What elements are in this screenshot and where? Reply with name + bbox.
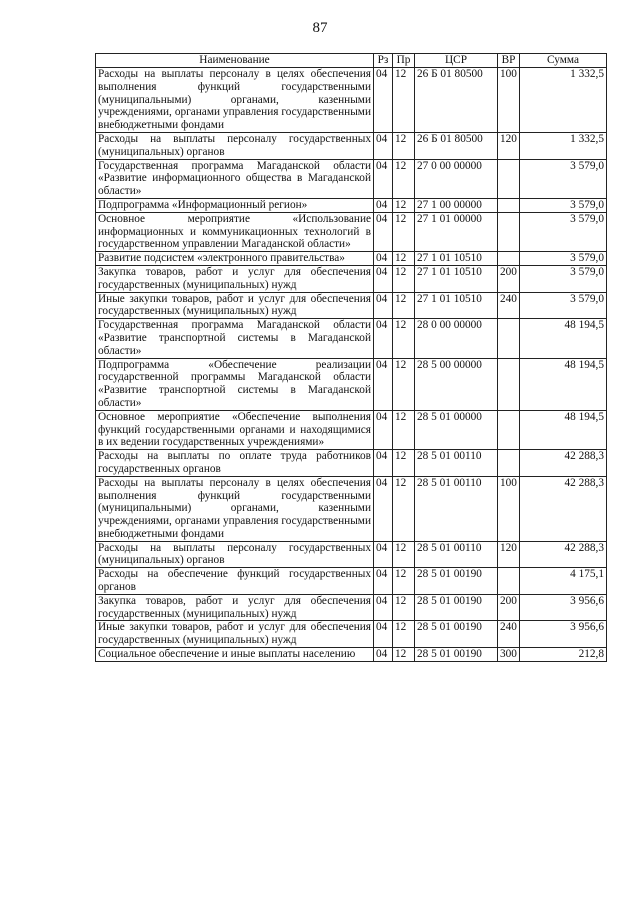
cell-sum: 42 288,3 xyxy=(520,450,607,477)
cell-pr: 12 xyxy=(393,292,415,319)
cell-vr xyxy=(498,358,520,410)
cell-vr xyxy=(498,198,520,212)
cell-pr: 12 xyxy=(393,648,415,662)
cell-sum: 48 194,5 xyxy=(520,358,607,410)
page-number: 87 xyxy=(312,20,328,36)
cell-name: Закупка товаров, работ и услуг для обеспечения государственных (муниципальных) нужд xyxy=(96,265,374,292)
budget-table xyxy=(95,53,607,662)
cell-sum: 3 579,0 xyxy=(520,292,607,319)
table-row xyxy=(96,568,607,595)
table-row xyxy=(96,159,607,198)
cell-name: Расходы на выплаты персоналу государственных (муниципальных) органов xyxy=(96,541,374,568)
table-header-row xyxy=(96,54,607,68)
cell-rz: 04 xyxy=(374,410,393,449)
cell-vr: 300 xyxy=(498,648,520,662)
table-row xyxy=(96,476,607,541)
cell-name: Государственная программа Магаданской области «Развитие транспортной системы в Магаданской области» xyxy=(96,319,374,358)
header-name: Наименование xyxy=(96,54,374,68)
cell-rz: 04 xyxy=(374,450,393,477)
cell-name: Расходы на обеспечение функций государственных органов xyxy=(96,568,374,595)
cell-pr: 12 xyxy=(393,265,415,292)
cell-sum: 1 332,5 xyxy=(520,132,607,159)
cell-rz: 04 xyxy=(374,198,393,212)
cell-csr: 28 5 01 00000 xyxy=(415,410,498,449)
cell-pr: 12 xyxy=(393,410,415,449)
cell-pr: 12 xyxy=(393,568,415,595)
cell-vr xyxy=(498,252,520,266)
cell-vr: 200 xyxy=(498,594,520,621)
cell-csr: 28 5 01 00190 xyxy=(415,594,498,621)
cell-name: Подпрограмма «Обеспечение реализации государственной программы Магаданской области «Развитие транспортной системы в Магаданской области» xyxy=(96,358,374,410)
table-row xyxy=(96,594,607,621)
cell-sum: 1 332,5 xyxy=(520,68,607,133)
cell-vr: 100 xyxy=(498,476,520,541)
cell-pr: 12 xyxy=(393,358,415,410)
table-row xyxy=(96,198,607,212)
cell-rz: 04 xyxy=(374,319,393,358)
table-row xyxy=(96,621,607,648)
cell-sum: 42 288,3 xyxy=(520,476,607,541)
cell-csr: 27 1 00 00000 xyxy=(415,198,498,212)
cell-csr: 26 Б 01 80500 xyxy=(415,68,498,133)
cell-csr: 28 0 00 00000 xyxy=(415,319,498,358)
cell-rz: 04 xyxy=(374,358,393,410)
cell-sum: 4 175,1 xyxy=(520,568,607,595)
cell-vr: 240 xyxy=(498,621,520,648)
header-csr: ЦСР xyxy=(415,54,498,68)
cell-pr: 12 xyxy=(393,476,415,541)
cell-rz: 04 xyxy=(374,68,393,133)
table-row xyxy=(96,410,607,449)
cell-vr xyxy=(498,450,520,477)
cell-name: Государственная программа Магаданской области «Развитие информационного общества в Магаданской области» xyxy=(96,159,374,198)
cell-pr: 12 xyxy=(393,319,415,358)
cell-name: Расходы на выплаты персоналу в целях обеспечения выполнения функций государственными (муниципальными) органами, казенными учреждениями, органами управления государственными внебюджетными фондами xyxy=(96,68,374,133)
table-row xyxy=(96,252,607,266)
cell-pr: 12 xyxy=(393,68,415,133)
cell-sum: 212,8 xyxy=(520,648,607,662)
cell-pr: 12 xyxy=(393,594,415,621)
cell-vr: 120 xyxy=(498,132,520,159)
cell-csr: 27 1 01 00000 xyxy=(415,212,498,251)
cell-sum: 3 579,0 xyxy=(520,212,607,251)
cell-sum: 3 956,6 xyxy=(520,621,607,648)
table-row xyxy=(96,132,607,159)
cell-name: Расходы на выплаты по оплате труда работников государственных органов xyxy=(96,450,374,477)
cell-csr: 27 1 01 10510 xyxy=(415,252,498,266)
cell-rz: 04 xyxy=(374,292,393,319)
cell-vr xyxy=(498,159,520,198)
cell-csr: 28 5 01 00110 xyxy=(415,450,498,477)
table-row xyxy=(96,292,607,319)
header-pr: Пр xyxy=(393,54,415,68)
header-vr: ВР xyxy=(498,54,520,68)
cell-csr: 28 5 01 00110 xyxy=(415,541,498,568)
cell-name: Подпрограмма «Информационный регион» xyxy=(96,198,374,212)
cell-rz: 04 xyxy=(374,648,393,662)
cell-name: Расходы на выплаты персоналу в целях обеспечения выполнения функций государственными (муниципальными) органами, казенными учреждениями, органами управления государственными внебюджетными фондами xyxy=(96,476,374,541)
cell-sum: 3 956,6 xyxy=(520,594,607,621)
cell-pr: 12 xyxy=(393,159,415,198)
cell-name: Расходы на выплаты персоналу государственных (муниципальных) органов xyxy=(96,132,374,159)
table-row xyxy=(96,68,607,133)
cell-name: Иные закупки товаров, работ и услуг для обеспечения государственных (муниципальных) нужд xyxy=(96,292,374,319)
cell-sum: 48 194,5 xyxy=(520,319,607,358)
cell-pr: 12 xyxy=(393,450,415,477)
cell-rz: 04 xyxy=(374,265,393,292)
cell-name: Развитие подсистем «электронного правительства» xyxy=(96,252,374,266)
cell-rz: 04 xyxy=(374,621,393,648)
cell-pr: 12 xyxy=(393,212,415,251)
cell-pr: 12 xyxy=(393,132,415,159)
cell-name: Иные закупки товаров, работ и услуг для обеспечения государственных (муниципальных) нужд xyxy=(96,621,374,648)
cell-rz: 04 xyxy=(374,594,393,621)
cell-csr: 27 0 00 00000 xyxy=(415,159,498,198)
cell-csr: 28 5 01 00190 xyxy=(415,621,498,648)
table-row xyxy=(96,265,607,292)
cell-pr: 12 xyxy=(393,621,415,648)
cell-name: Социальное обеспечение и иные выплаты населению xyxy=(96,648,374,662)
cell-rz: 04 xyxy=(374,132,393,159)
cell-vr: 200 xyxy=(498,265,520,292)
cell-rz: 04 xyxy=(374,541,393,568)
cell-csr: 27 1 01 10510 xyxy=(415,265,498,292)
header-rz: Рз xyxy=(374,54,393,68)
cell-pr: 12 xyxy=(393,198,415,212)
cell-rz: 04 xyxy=(374,252,393,266)
cell-pr: 12 xyxy=(393,252,415,266)
table-row xyxy=(96,648,607,662)
cell-csr: 27 1 01 10510 xyxy=(415,292,498,319)
cell-vr: 120 xyxy=(498,541,520,568)
cell-sum: 42 288,3 xyxy=(520,541,607,568)
cell-csr: 28 5 01 00190 xyxy=(415,648,498,662)
cell-name: Закупка товаров, работ и услуг для обеспечения государственных (муниципальных) нужд xyxy=(96,594,374,621)
cell-vr xyxy=(498,568,520,595)
cell-vr: 100 xyxy=(498,68,520,133)
cell-csr: 28 5 00 00000 xyxy=(415,358,498,410)
cell-sum: 3 579,0 xyxy=(520,198,607,212)
table-row xyxy=(96,541,607,568)
cell-csr: 26 Б 01 80500 xyxy=(415,132,498,159)
cell-sum: 48 194,5 xyxy=(520,410,607,449)
cell-name: Основное мероприятие «Использование информационных и коммуникационных технологий в государственном управлении Магаданской области» xyxy=(96,212,374,251)
cell-csr: 28 5 01 00110 xyxy=(415,476,498,541)
cell-rz: 04 xyxy=(374,212,393,251)
cell-vr xyxy=(498,212,520,251)
cell-rz: 04 xyxy=(374,159,393,198)
cell-vr xyxy=(498,319,520,358)
cell-csr: 28 5 01 00190 xyxy=(415,568,498,595)
table-row xyxy=(96,319,607,358)
table-row xyxy=(96,450,607,477)
cell-pr: 12 xyxy=(393,541,415,568)
cell-rz: 04 xyxy=(374,476,393,541)
cell-name: Основное мероприятие «Обеспечение выполнения функций государственными органами и находящимися в их ведении государственных учреждениями» xyxy=(96,410,374,449)
table-row xyxy=(96,212,607,251)
cell-sum: 3 579,0 xyxy=(520,252,607,266)
header-sum: Сумма xyxy=(520,54,607,68)
table-row xyxy=(96,358,607,410)
cell-rz: 04 xyxy=(374,568,393,595)
cell-vr xyxy=(498,410,520,449)
cell-sum: 3 579,0 xyxy=(520,265,607,292)
cell-sum: 3 579,0 xyxy=(520,159,607,198)
cell-vr: 240 xyxy=(498,292,520,319)
